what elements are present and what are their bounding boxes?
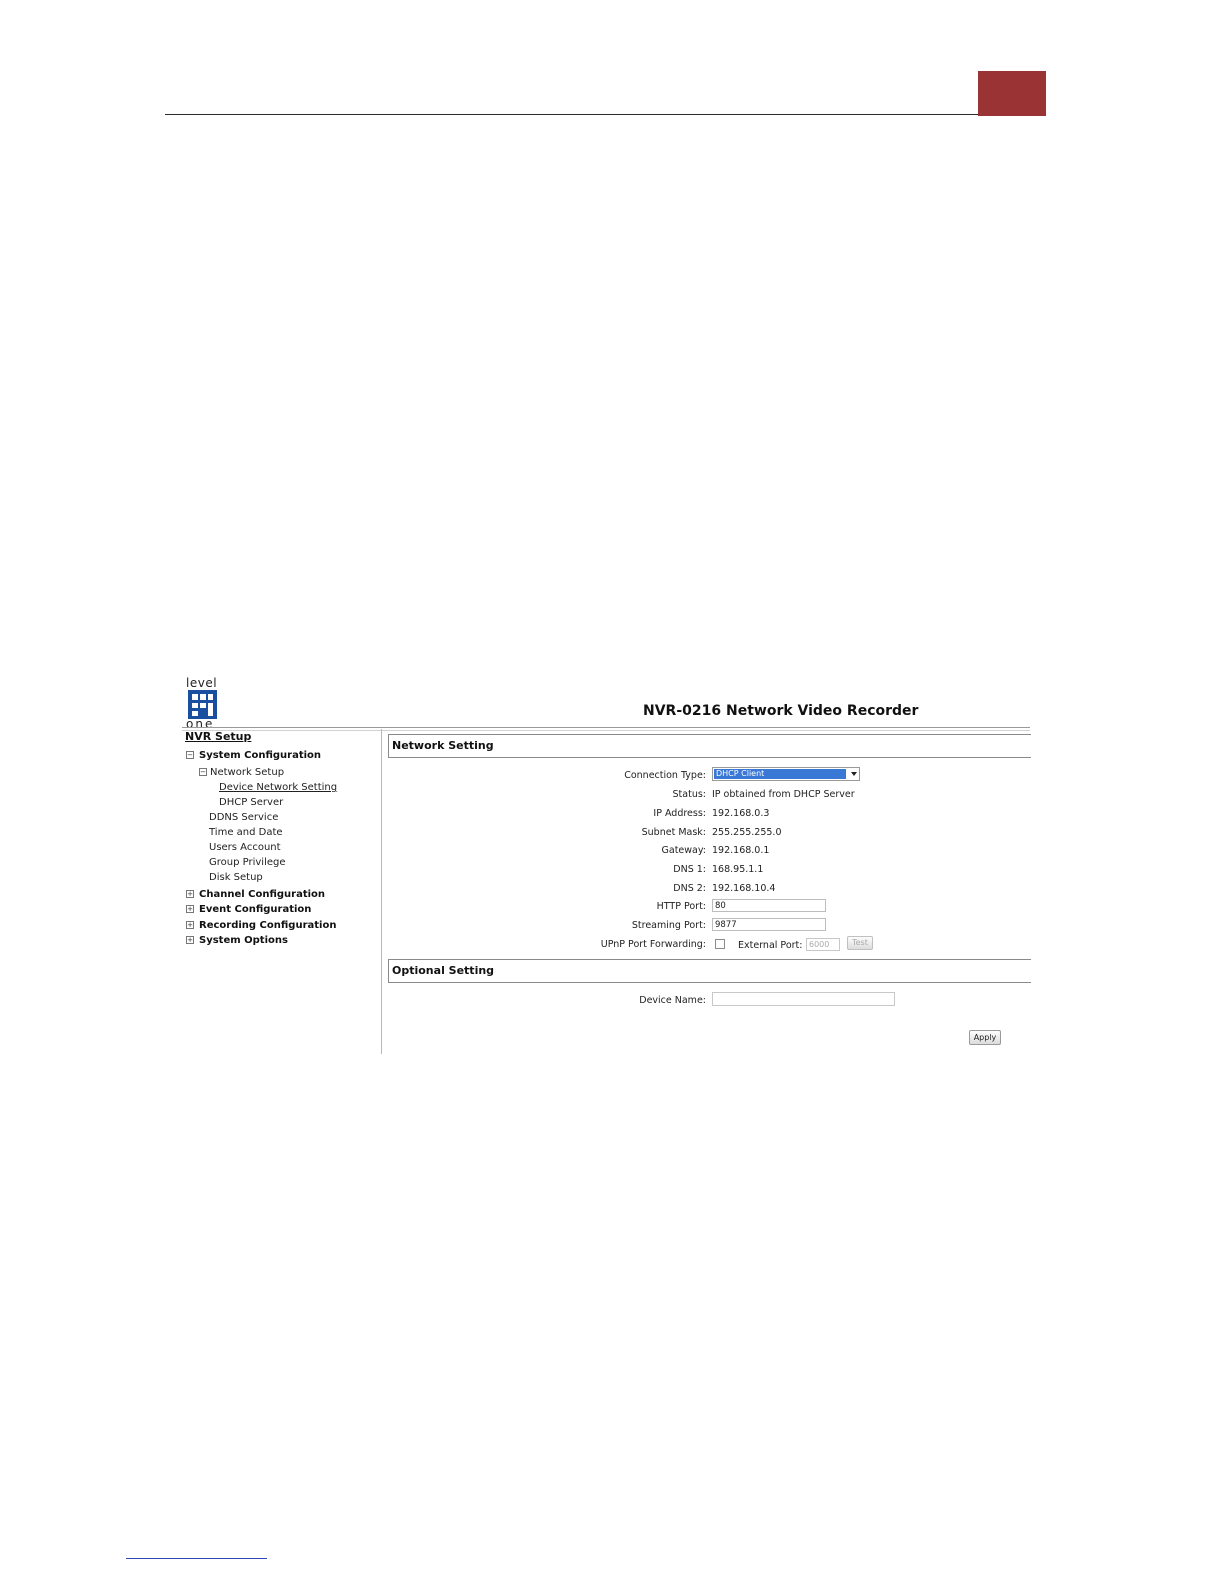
logo-top-word: level <box>186 676 218 690</box>
status-row <box>388 786 1030 804</box>
logo-grid-icon <box>188 690 217 719</box>
ip-address-row <box>388 805 1030 823</box>
field-label: IP Address: <box>653 808 706 819</box>
sidebar-item-ddns-service[interactable]: DDNS Service <box>209 812 279 823</box>
sidebar-item-device-network-setting[interactable]: Device Network Setting <box>219 782 338 793</box>
field-label: Connection Type: <box>624 770 706 781</box>
sidebar-title[interactable]: NVR Setup <box>185 730 252 743</box>
device-name-row <box>388 992 1030 1010</box>
sidebar-item-label: System Configuration <box>199 750 322 761</box>
sidebar-item-event-configuration[interactable] <box>186 904 311 916</box>
selected-option: DHCP Client <box>714 769 846 779</box>
dns2-row <box>388 880 1030 898</box>
sidebar-item-dhcp-server[interactable]: DHCP Server <box>219 797 284 808</box>
test-button[interactable]: Test <box>847 936 873 950</box>
dns1-value: 168.95.1.1 <box>712 864 764 875</box>
subnet-mask-row <box>388 824 1030 842</box>
field-label: DNS 1: <box>673 864 706 875</box>
nvr-screenshot <box>182 676 1030 1056</box>
sidebar-item-label: Event Configuration <box>199 904 312 915</box>
field-label: Gateway: <box>661 845 706 856</box>
dns1-row <box>388 861 1030 879</box>
sidebar-item-network-setup[interactable] <box>199 767 284 779</box>
sidebar-item-group-privilege[interactable]: Group Privilege <box>209 857 286 868</box>
gateway-row <box>388 842 1030 860</box>
footer-link-underline <box>126 1558 267 1559</box>
collapse-icon[interactable]: − <box>200 768 206 776</box>
field-label: Subnet Mask: <box>641 827 706 838</box>
field-label: UPnP Port Forwarding: <box>600 939 706 950</box>
sidebar-item-recording-configuration[interactable] <box>186 920 336 932</box>
sidebar-item-system-options[interactable] <box>186 935 288 947</box>
dns2-value: 192.168.10.4 <box>712 883 776 894</box>
title-rule <box>182 727 1030 731</box>
field-label: DNS 2: <box>673 883 706 894</box>
page-number-tab <box>978 71 1046 116</box>
streaming-port-input[interactable]: 9877 <box>712 918 826 931</box>
http-port-row <box>388 898 1030 916</box>
sidebar-item-users-account[interactable]: Users Account <box>209 842 281 853</box>
sidebar-item-disk-setup[interactable]: Disk Setup <box>209 872 263 883</box>
chevron-down-icon[interactable] <box>851 772 857 776</box>
subnet-mask-value: 255.255.255.0 <box>712 827 782 838</box>
upnp-row <box>388 936 1030 954</box>
section-title: Optional Setting <box>392 964 495 977</box>
sidebar-item-channel-configuration[interactable] <box>186 889 325 901</box>
expand-icon[interactable]: + <box>187 905 193 913</box>
external-port-input[interactable]: 6000 <box>806 938 840 951</box>
field-label: HTTP Port: <box>656 901 706 912</box>
streaming-port-row <box>388 917 1030 935</box>
optional-setting-header <box>388 959 1031 983</box>
field-label: Streaming Port: <box>631 920 706 931</box>
upnp-checkbox[interactable] <box>715 939 725 949</box>
sidebar-item-label: Channel Configuration <box>199 889 326 900</box>
http-port-input[interactable]: 80 <box>712 899 826 912</box>
sidebar-item-time-and-date[interactable]: Time and Date <box>209 827 283 838</box>
gateway-value: 192.168.0.1 <box>712 845 770 856</box>
sidebar-divider <box>381 729 382 1054</box>
logo-bottom-word: one <box>186 717 215 731</box>
field-label: Status: <box>672 789 706 800</box>
sidebar-item-label: System Options <box>199 935 288 946</box>
status-value: IP obtained from DHCP Server <box>712 789 855 800</box>
collapse-icon[interactable]: − <box>187 751 193 759</box>
apply-button[interactable]: Apply <box>969 1030 1001 1045</box>
device-name-input[interactable] <box>712 992 895 1006</box>
sidebar-item-label: Recording Configuration <box>199 920 337 931</box>
network-setting-header <box>388 734 1031 758</box>
app-title: NVR-0216 Network Video Recorder <box>643 703 919 719</box>
ip-address-value: 192.168.0.3 <box>712 808 770 819</box>
external-port-label: External Port: <box>738 940 803 951</box>
header-rule <box>165 114 978 115</box>
connection-type-row <box>388 767 1030 785</box>
field-label: Device Name: <box>639 995 706 1006</box>
sidebar-item-system-configuration[interactable] <box>186 750 321 762</box>
expand-icon[interactable]: + <box>187 936 193 944</box>
expand-icon[interactable]: + <box>187 890 193 898</box>
connection-type-select[interactable] <box>712 767 860 781</box>
sidebar-item-label: Network Setup <box>210 767 285 778</box>
expand-icon[interactable]: + <box>187 921 193 929</box>
levelone-logo <box>185 676 218 731</box>
section-title: Network Setting <box>392 739 494 752</box>
